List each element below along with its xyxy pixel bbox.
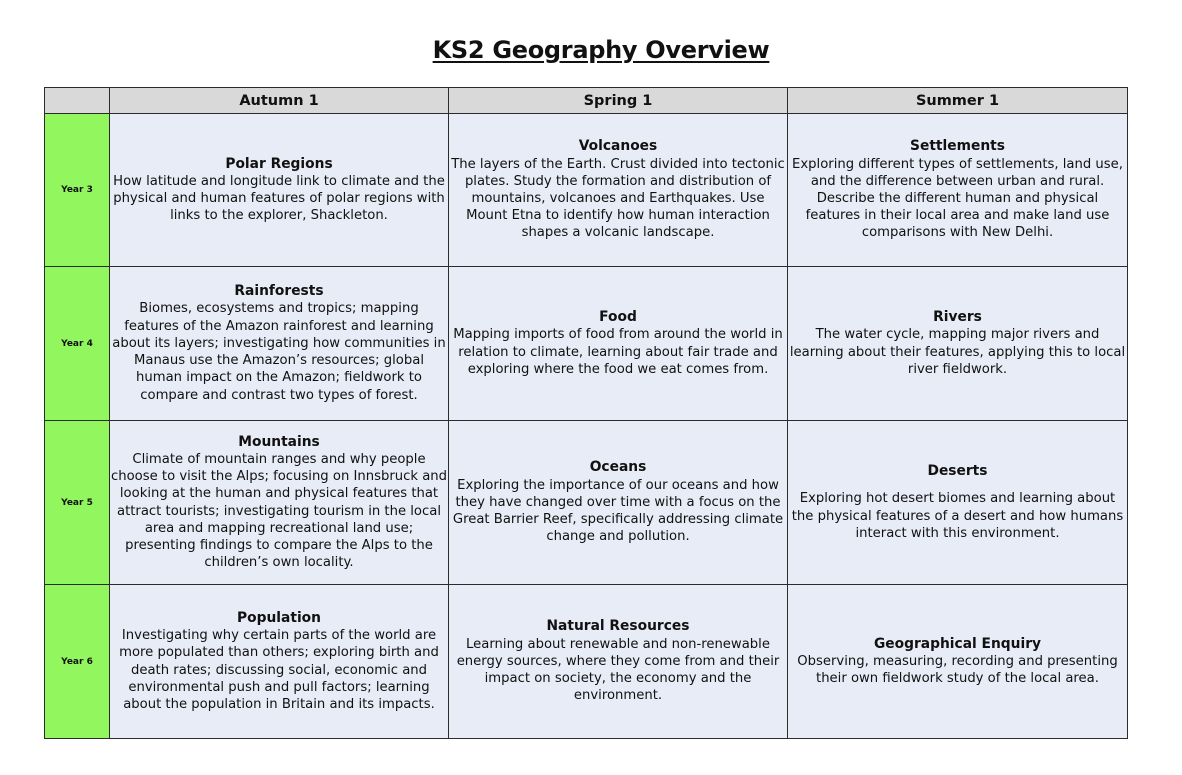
topic-description: Learning about renewable and non-renewable energy sources, where they come from and their impact on society, the economy and the environment. (456, 636, 780, 704)
topic-cell (788, 585, 1128, 739)
column-header-summer: Summer 1 (788, 88, 1128, 114)
topic-title: Natural Resources (546, 618, 690, 635)
topic-title: Deserts (927, 463, 988, 480)
topic-title: Settlements (910, 138, 1005, 155)
year-label: Year 3 (45, 114, 110, 267)
topic-title: Volcanoes (578, 138, 658, 155)
topic-title: Mountains (238, 433, 320, 450)
topic-cell (788, 421, 1128, 585)
topic-cell (449, 267, 788, 421)
table-row (45, 267, 1128, 421)
topic-cell (788, 114, 1128, 267)
year-label: Year 4 (45, 267, 110, 421)
topic-description: Exploring different types of settlements, land use, and the difference between urban and rural. Describe the different human and physical features in their local area and make land use comparisons with New Delhi. (792, 156, 1123, 241)
topic-description: Mapping imports of food from around the world in relation to climate, learning about fair trade and exploring where the food we eat comes from. (453, 327, 783, 377)
header-row (45, 88, 1128, 114)
column-header-spring: Spring 1 (449, 88, 788, 114)
topic-title: Population (237, 609, 321, 626)
topic-cell (110, 421, 449, 585)
page-title: KS2 Geography Overview (432, 36, 770, 64)
topic-description: The water cycle, mapping major rivers and learning about their features, applying this to local river fieldwork. (789, 327, 1126, 377)
topic-description: Investigating why certain parts of the world are more populated than others; exploring birth and death rates; discussing social, economic and environmental push and pull factors; learning about the population in Britain and its impacts. (119, 628, 439, 712)
topic-title: Rainforests (234, 283, 324, 300)
topic-title: Oceans (589, 459, 647, 476)
topic-cell (110, 267, 449, 421)
table-row (45, 585, 1128, 739)
topic-title: Polar Regions (225, 155, 333, 172)
topic-title: Rivers (933, 309, 982, 326)
topic-description: Climate of mountain ranges and why people choose to visit the Alps; focusing on Innsbruck and looking at the human and physical features that attract tourists; investigating tourism in the local area and mapping recreational land use; presenting findings to compare the Alps to the children’s own locality. (110, 451, 448, 571)
topic-cell (449, 114, 788, 267)
column-header-autumn: Autumn 1 (110, 88, 449, 114)
overview-table (44, 87, 1128, 739)
table-row (45, 114, 1128, 267)
topic-cell (110, 114, 449, 267)
year-label: Year 6 (45, 585, 110, 739)
topic-description: Observing, measuring, recording and presenting their own fieldwork study of the local area. (797, 653, 1118, 687)
topic-title: Food (599, 309, 637, 326)
topic-description: Biomes, ecosystems and tropics; mapping features of the Amazon rainforest and learning about its layers; investigating how communities in Manaus use the Amazon’s resources; global human impact on the Amazon; fieldwork to compare and contrast two types of forest. (112, 301, 446, 403)
topic-description: The layers of the Earth. Crust divided into tectonic plates. Study the formation and distribution of mountains, volcanoes and Earthquakes. Use Mount Etna to identify how human interaction shapes a volcanic landscape. (451, 156, 785, 241)
year-label: Year 5 (45, 421, 110, 585)
topic-cell (449, 421, 788, 585)
table-row (45, 421, 1128, 585)
topic-cell (449, 585, 788, 739)
topic-description: Exploring hot desert biomes and learning about the physical features of a desert and how humans interact with this environment. (791, 491, 1124, 541)
topic-description: How latitude and longitude link to climate and the physical and human features of polar regions with links to the explorer, Shackleton. (113, 173, 445, 224)
topic-cell (110, 585, 449, 739)
topic-cell (788, 267, 1128, 421)
topic-description: Exploring the importance of our oceans and how they have changed over time with a focus on the Great Barrier Reef, specifically addressing climate change and pollution. (452, 477, 784, 545)
corner-header (45, 88, 110, 114)
topic-title: Geographical Enquiry (873, 635, 1042, 652)
